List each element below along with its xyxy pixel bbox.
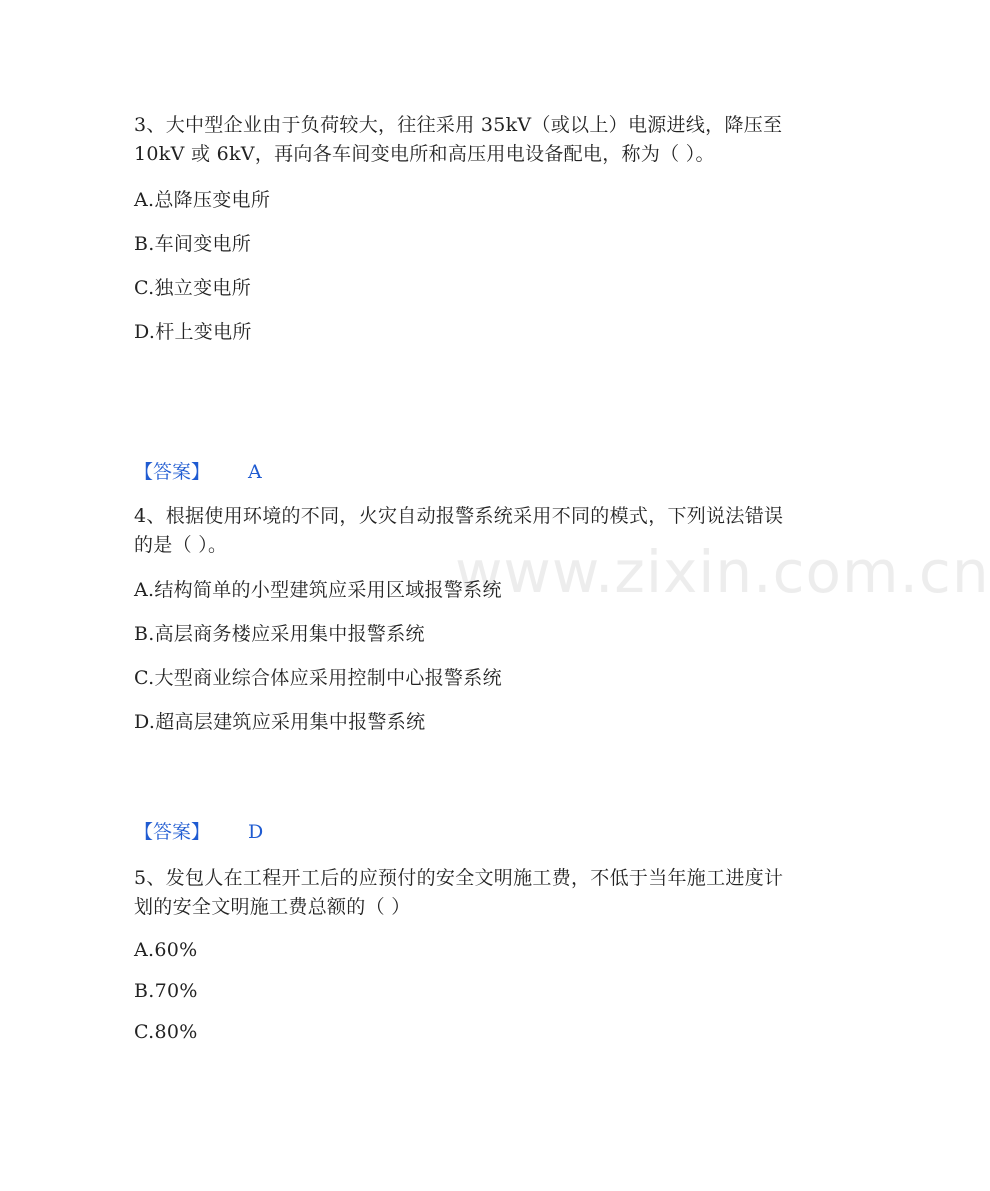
answer-value: A bbox=[248, 461, 262, 483]
question-3-option-a: A.总降压变电所 bbox=[134, 189, 271, 211]
question-3-stem: 3、大中型企业由于负荷较大，往往采用 35kV（或以上）电源进线，降压至 10kV 或 6kV，再向各车间变电所和高压用电设备配电，称为（ ）。 bbox=[134, 114, 783, 165]
question-5-option-b: B.70% bbox=[134, 980, 198, 1002]
question-5-option-a: A.60% bbox=[134, 939, 198, 961]
question-3-option-b: B.车间变电所 bbox=[134, 233, 252, 255]
answer-label: 【答案】 bbox=[134, 461, 211, 483]
question-4-answer bbox=[134, 818, 263, 847]
question-5-option-c: C.80% bbox=[134, 1021, 198, 1043]
answer-value: D bbox=[248, 821, 264, 843]
question-5-options bbox=[134, 936, 794, 1047]
question-4 bbox=[134, 502, 794, 737]
question-4-option-d: D.超高层建筑应采用集中报警系统 bbox=[134, 711, 426, 733]
question-5-stem: 5、发包人在工程开工后的应预付的安全文明施工费，不低于当年施工进度计划的安全文明施工费总额的（ ） bbox=[134, 867, 784, 918]
question-3-options bbox=[134, 186, 794, 347]
question-4-options bbox=[134, 576, 794, 737]
question-4-option-b: B.高层商务楼应采用集中报警系统 bbox=[134, 623, 425, 645]
watermark: www.zixin.com.cn bbox=[455, 538, 990, 606]
answer-label: 【答案】 bbox=[134, 821, 211, 843]
question-4-option-a: A.结构简单的小型建筑应采用区域报警系统 bbox=[134, 579, 502, 601]
question-5 bbox=[134, 864, 794, 1047]
question-3-option-c: C.独立变电所 bbox=[134, 277, 252, 299]
question-4-stem: 4、根据使用环境的不同，火灾自动报警系统采用不同的模式，下列说法错误的是（ ）。 bbox=[134, 505, 784, 556]
question-3-option-d: D.杆上变电所 bbox=[134, 321, 252, 343]
question-3-answer bbox=[134, 458, 262, 487]
question-4-option-c: C.大型商业综合体应采用控制中心报警系统 bbox=[134, 667, 502, 689]
question-3 bbox=[134, 111, 794, 347]
